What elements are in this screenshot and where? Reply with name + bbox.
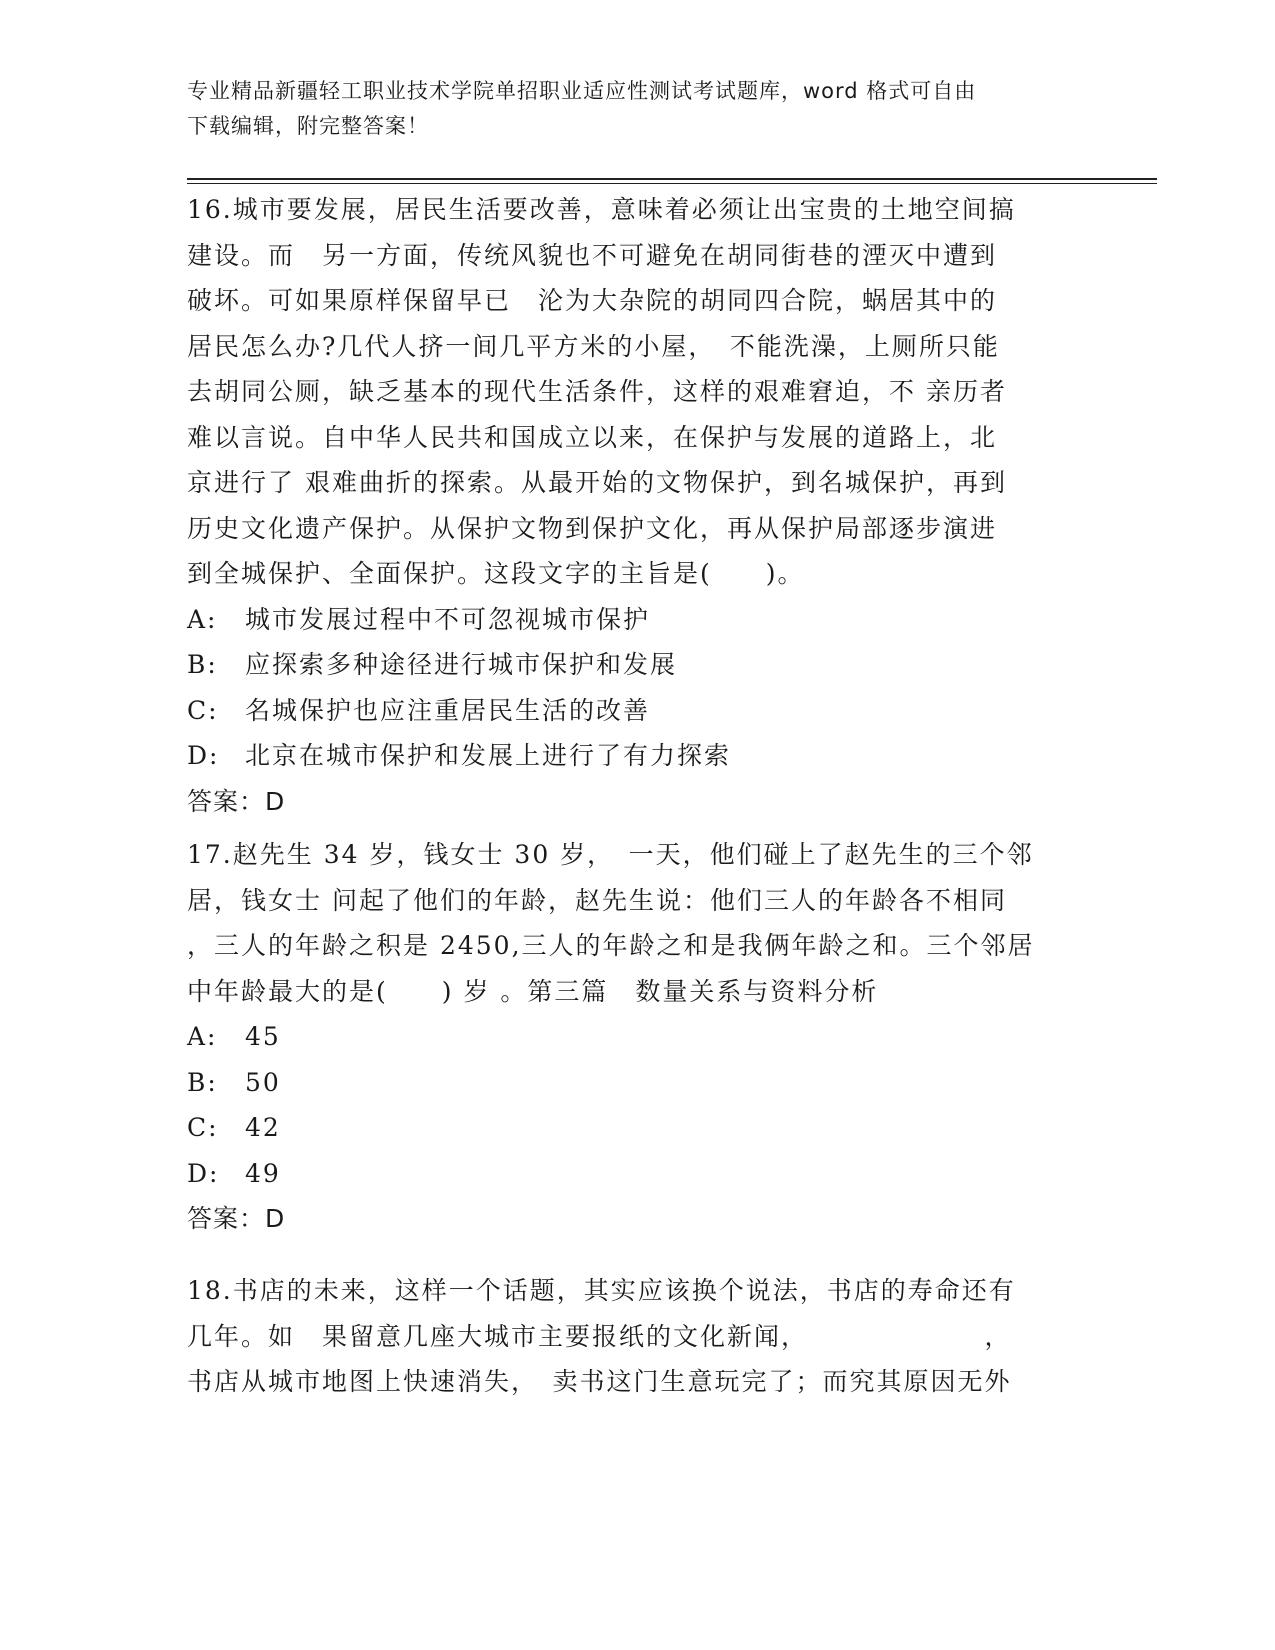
- option-key: B:: [187, 1067, 218, 1097]
- question-stem-line: 居民怎么办?几代人挤一间几平方米的小屋， 不能洗澡，上厕所只能: [187, 331, 1000, 361]
- option-text: 45: [245, 1022, 281, 1051]
- question-stem-line: 去胡同公厕，缺乏基本的现代生活条件，这样的艰难窘迫，不 亲历者: [187, 377, 1007, 406]
- question-stem-line: 16.城市要发展，居民生活要改善，意味着必须让出宝贵的土地空间搞: [187, 195, 1016, 224]
- question-stem-line: 建设。而 另一方面，传统风貌也不可避免在胡同街巷的湮灭中遭到: [187, 240, 998, 270]
- question-stem-line: 到全城保护、全面保护。这段文字的主旨是( )。: [187, 559, 805, 588]
- option-text: 城市发展过程中不可忽视城市保护: [245, 604, 651, 634]
- option-d: [187, 1151, 1087, 1197]
- option-key: A:: [187, 604, 218, 634]
- option-key: B:: [187, 650, 218, 679]
- option-key: C:: [187, 695, 219, 725]
- option-text: 49: [245, 1158, 281, 1188]
- question-stem-line: ，三人的年龄之积是 2450,三人的年龄之和是我俩年龄之和。三个邻居: [187, 931, 1035, 960]
- question-stem-line: 17.赵先生 34 岁，钱女士 30 岁， 一天，他们碰上了赵先生的三个邻: [187, 840, 1034, 869]
- header-divider-thin: [187, 183, 1157, 184]
- question-stem-line: 18.书店的未来，这样一个话题，其实应该换个说法，书店的寿命还有: [187, 1276, 1016, 1305]
- option-key: D:: [187, 1158, 220, 1188]
- header-divider: [187, 178, 1157, 180]
- question-17: [187, 832, 1087, 1242]
- option-text: 北京在城市保护和发展上进行了有力探索: [245, 741, 732, 770]
- question-stem-line: 京进行了 艰难曲折的探索。从最开始的文物保护，到名城保护，再到: [187, 468, 1007, 497]
- question-16: [187, 187, 1087, 824]
- header-line: 专业精品新疆轻工职业技术学院单招职业适应性测试考试题库，word 格式可自由: [187, 79, 977, 103]
- header-line: 下载编辑，附完整答案！: [187, 114, 429, 138]
- question-stem-line: 书店从城市地图上快速消失， 卖书这门生意玩完了；而究其原因无外: [187, 1367, 1012, 1396]
- option-text: 42: [245, 1113, 281, 1142]
- option-d: [187, 733, 1087, 779]
- question-stem-line: 居，钱女士 问起了他们的年龄，赵先生说：他们三人的年龄各不相同: [187, 885, 1007, 915]
- question-stem-line: 破坏。可如果原样保留早已 沦为大杂院的胡同四合院，蜗居其中的: [187, 286, 998, 315]
- option-key: D:: [187, 741, 220, 770]
- option-c: [187, 688, 1087, 734]
- option-b: [187, 642, 1087, 688]
- option-a: [187, 597, 1087, 643]
- answer-line: 答案：D: [187, 786, 286, 816]
- question-stem-line: 历史文化遗产保护。从保护文物到保护文化，再从保护局部逐步演进: [187, 513, 998, 543]
- answer-line: 答案：D: [187, 1204, 286, 1233]
- question-stem-line: 难以言说。自中华人民共和国成立以来，在保护与发展的道路上，北: [187, 422, 998, 452]
- option-c: [187, 1105, 1087, 1151]
- option-b: [187, 1060, 1087, 1106]
- option-a: [187, 1014, 1087, 1060]
- option-key: A:: [187, 1022, 218, 1051]
- option-key: C:: [187, 1113, 219, 1142]
- question-stem-line: 几年。如 果留意几座大城市主要报纸的文化新闻， ，: [187, 1321, 1012, 1351]
- document-header: [187, 74, 1087, 144]
- question-stem-line: 中年龄最大的是( ) 岁 。第三篇 数量关系与资料分析: [187, 976, 879, 1006]
- option-text: 50: [245, 1067, 281, 1097]
- option-text: 应探索多种途径进行城市保护和发展: [245, 650, 678, 679]
- option-text: 名城保护也应注重居民生活的改善: [245, 695, 651, 725]
- question-18: [187, 1268, 1087, 1405]
